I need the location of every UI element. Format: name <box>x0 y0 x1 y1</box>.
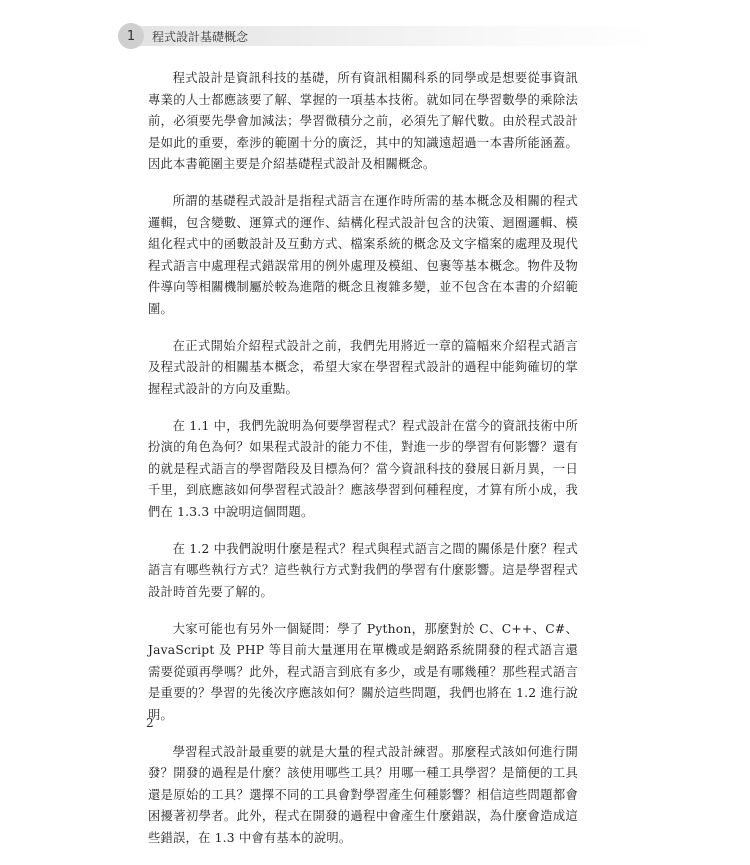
paragraph: 大家可能也有另外一個疑問：學了 Python，那麼對於 C、C++、C#、JavaScript 及 PHP 等目前大量運用在單機或是網路系統開發的程式語言還需要從頭再學嗎？此外，程式語言到底有多少，或是有哪幾種？那些程式語言是重要的？學習的先後次序應該如何？關於這些問題，我們也將在 1.2 進行說明。 <box>148 621 578 722</box>
paragraph: 學習程式設計最重要的就是大量的程式設計練習。那麼程式該如何進行開發？開發的過程是什麼？該使用哪些工具？用哪一種工具學習？是簡便的工具還是原始的工具？選擇不同的工具會對學習產生何種影響？相信這些問題都會困擾著初學者。此外，程式在開發的過程中會產生什麼錯誤，為什麼會造成這些錯誤，在 1.3 中會有基本的說明。 <box>148 744 578 845</box>
chapter-header <box>118 22 658 50</box>
chapter-number-badge: 1 <box>118 23 144 49</box>
paragraph: 在 1.2 中我們說明什麼是程式？程式與程式語言之間的關係是什麼？程式語言有哪些執行方式？這些執行方式對我們的學習有什麼影響。這是學習程式設計時首先要了解的。 <box>148 541 578 599</box>
paragraph: 所謂的基礎程式設計是指程式語言在運作時所需的基本概念及相關的程式邏輯，包含變數、運算式的運作、結構化程式設計包含的決策、迴圈邏輯、模組化程式中的函數設計及互動方式、檔案系統的概念及文字檔案的處理及現代程式語言中處理程式錯誤常用的例外處理及模組、包裹等基本概念。物件及物件導向等相關機制屬於較為進階的概念且複雜多變，並不包含在本書的介紹範圍。 <box>148 194 578 316</box>
paragraph: 程式設計是資訊科技的基礎，所有資訊相關科系的同學或是想要從事資訊專業的人士都應該要了解、掌握的一項基本技術。就如同在學習數學的乘除法前，必須要先學會加減法；學習微積分之前，必須先了解代數。由於程式設計是如此的重要，牽涉的範圍十分的廣泛，其中的知識遠超過一本書所能涵蓋。因此本書範圍主要是介紹基礎程式設計及相關概念。 <box>148 71 578 171</box>
paragraph: 在 1.1 中，我們先說明為何要學習程式？程式設計在當今的資訊技術中所扮演的角色為何？如果程式設計的能力不佳，對進一步的學習有何影響？還有的就是程式語言的學習階段及目標為何？當今資訊科技的發展日新月異，一日千里，到底應該如何學習程式設計？應該學習到何種程度，才算有所小成，我們在 1.3.3 中說明這個問題。 <box>148 418 578 519</box>
chapter-title: 程式設計基礎概念 <box>152 29 249 44</box>
page-number: 2 <box>146 716 154 730</box>
paragraph: 在正式開始介紹程式設計之前，我們先用將近一章的篇幅來介紹程式語言及程式設計的相關基本概念，希望大家在學習程式設計的過程中能夠確切的掌握程式設計的方向及重點。 <box>148 338 578 396</box>
body-text <box>148 68 578 865</box>
